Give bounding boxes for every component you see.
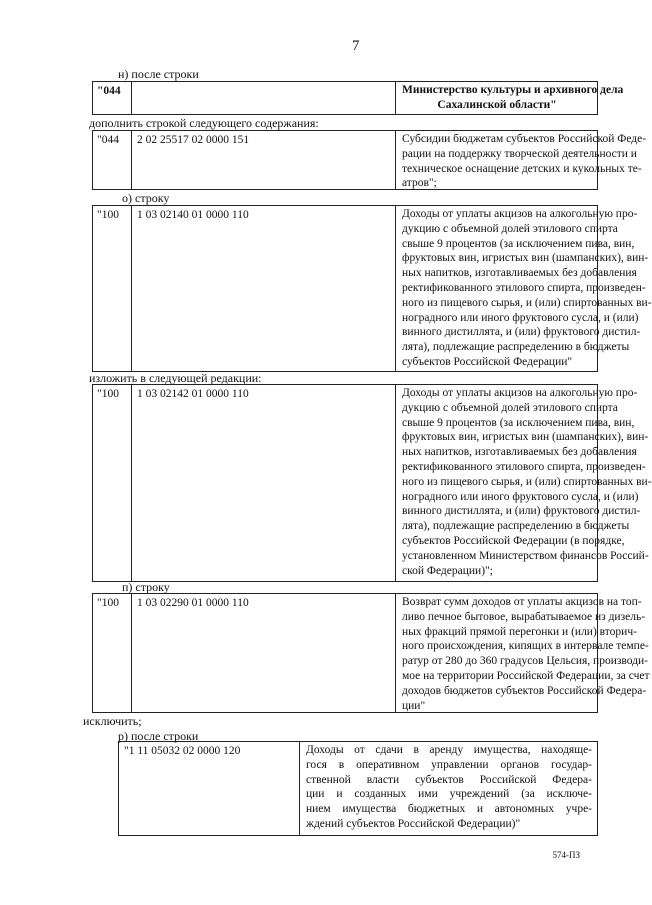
label-o: о) строку <box>122 191 170 205</box>
table-row-1 <box>92 81 624 115</box>
row-kbk: 2 02 25517 02 0000 151 <box>131 131 395 189</box>
row-text: Доходы от уплаты акцизов на алкогольную про- дукцию с объемной долей этилового спирта свыше 9 процентов (за исключением пива, вин, фруктовых вин, игристых вин (шампанских), вин- ных напитков, изготавливаемых без добавления ректификованного этилового спирта, произведен- ного из пищевого сырья, и (или) спиртованных ви- ноградного или иного фруктового сусла, и (или) винного дистиллята, и (или) фруктового дистил- лята), подлежащие распределению в бюджеты субъектов Российской Федерации" <box>395 206 597 371</box>
row-kbk <box>131 82 395 114</box>
row-text: Доходы от уплаты акцизов на алкогольную про- дукцию с объемной долей этилового спирта свыше 9 процентов (за исключением пива, вин, фруктовых вин, игристых вин (шампанских), вин- ных напитков, изготавливаемых без добавления ректификованного этилового спирта, произведен- ного из пищевого сырья, и (или) спиртованных ви- ноградного или иного фруктового сусла, и (или) винного дистиллята, и (или) фруктового дистил- лята), подлежащие распределению в бюджеты субъектов Российской Федерации (в порядке, установленном Министерством финансов Россий- ской Федерации)"; <box>395 385 597 581</box>
label-n: н) после строки <box>118 67 199 81</box>
row-kbk: "1 11 05032 02 0000 120 <box>124 745 241 757</box>
row-kbk: 1 03 02140 01 0000 110 <box>131 206 395 371</box>
table-row-5 <box>92 593 650 713</box>
row-code: "100 <box>97 597 119 609</box>
table-row-2 <box>92 130 647 190</box>
page-number: 7 <box>352 38 360 54</box>
label-p: п) строку <box>122 580 170 594</box>
label-add: дополнить строкой следующего содержания: <box>89 116 319 130</box>
row-kbk: 1 03 02142 01 0000 110 <box>131 385 395 581</box>
table-row-3 <box>92 205 652 372</box>
row-text: Министерство культуры и архивного дела Сахалинской области" <box>395 82 597 114</box>
table-row-6 <box>118 741 598 836</box>
row-code: "044 <box>97 85 121 97</box>
label-edit: изложить в следующей редакции: <box>89 371 262 385</box>
table-row-4 <box>92 384 652 582</box>
row-text: Возврат сумм доходов от уплаты акцизов на топ- ливо печное бытовое, вырабатываемое из дизель- ных фракций прямой перегонки и (или) вторич- ного происхождения, кипящих в интервале темпе- ратур от 280 до 360 градусов Цельсия, производи- мое на территории Российской Федерации, за счет доходов бюджетов субъектов Российской Федера- ции" <box>395 594 597 712</box>
row-text: Доходы от сдачи в аренду имущества, находяще- гося в оперативном управлении органов государ- ственной власти субъектов Российской Федера- ции и созданных ими учреждений (за исключе- нием имущества бюджетных и автономных учре- ждений субъектов Российской Федерации)" <box>299 742 597 835</box>
row-code: "100 <box>97 388 119 400</box>
row-code: "044 <box>97 134 119 146</box>
label-exclude: исключить; <box>83 714 142 728</box>
row-kbk: 1 03 02290 01 0000 110 <box>131 594 395 712</box>
footer-code: 574-ПЗ <box>552 850 580 860</box>
row-text: Субсидии бюджетам субъектов Российской Феде- рации на поддержку творческой деятельности и техническое оснащение детских и кукольных те- атров"; <box>395 131 597 189</box>
row-code: "100 <box>97 209 119 221</box>
label-r: р) после строки <box>118 729 199 743</box>
